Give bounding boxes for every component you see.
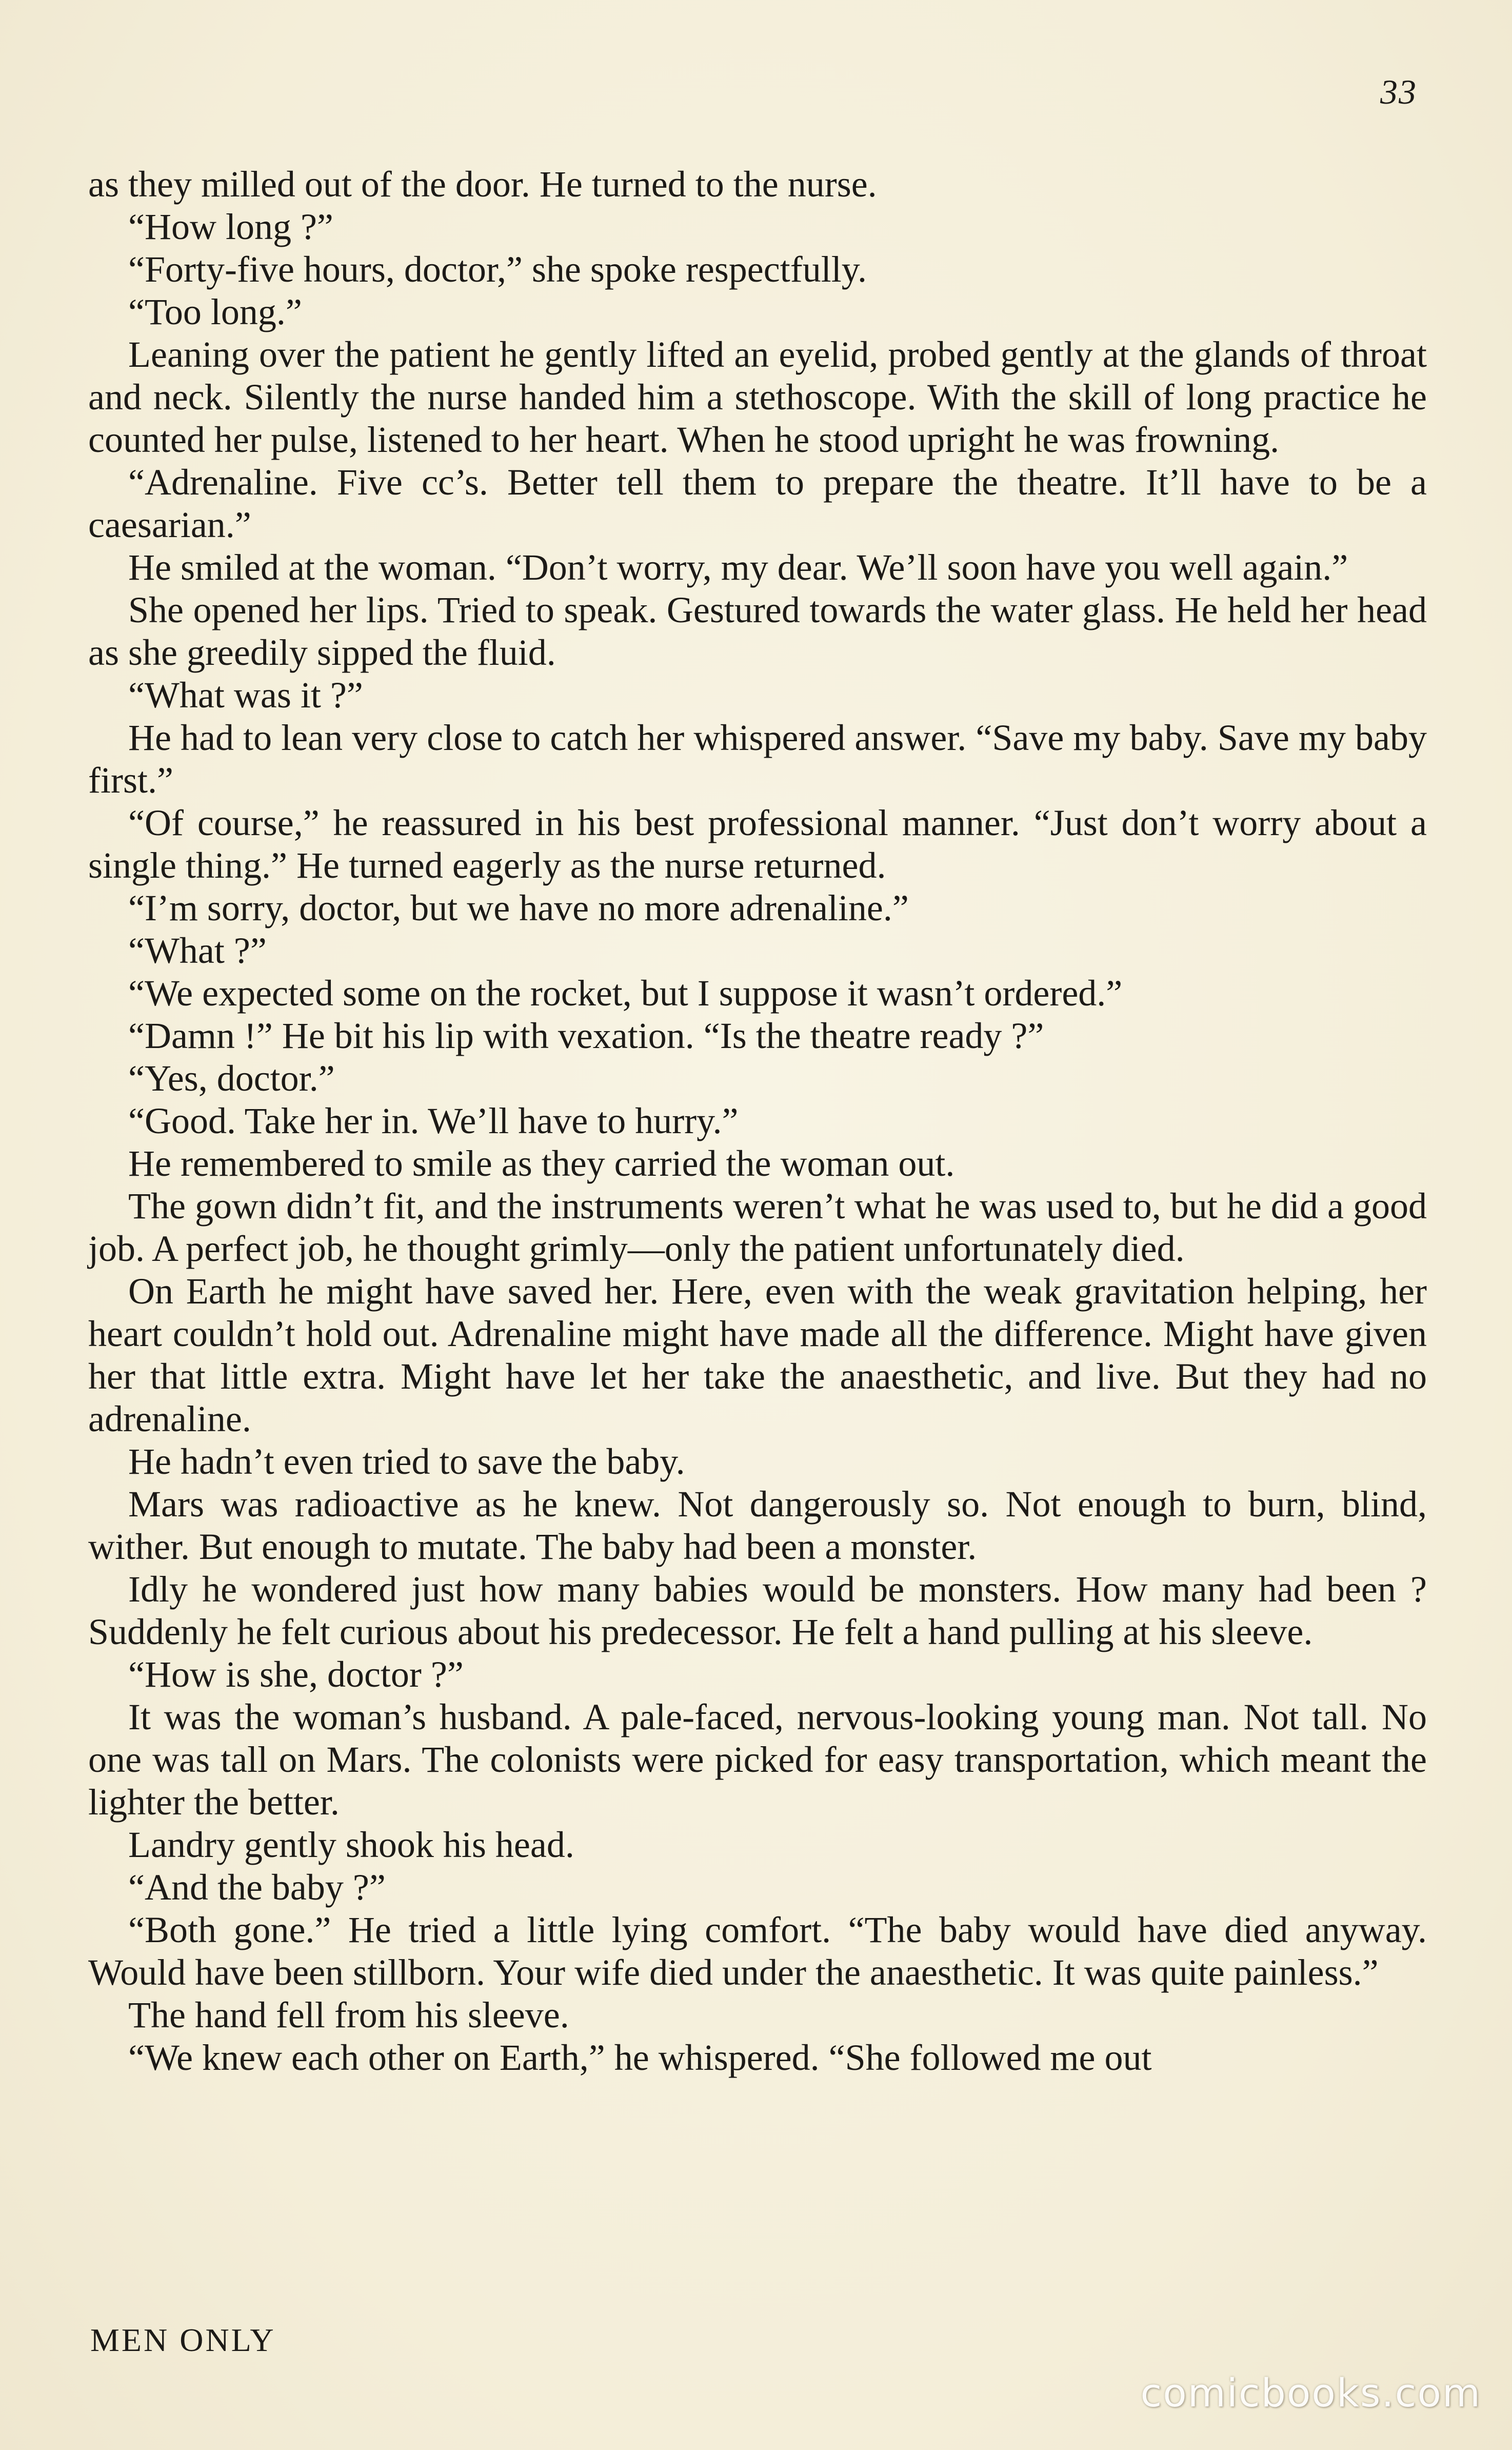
- paragraph: “Damn !” He bit his lip with vexation. “Is the theatre ready ?”: [128, 1015, 1044, 1056]
- paragraph: On Earth he might have saved her. Here, even with the weak gravitation helping, her heart couldn’t hold out. Adrenaline might have made all the difference. Might have given her that little extra. Might have let her take the anaesthetic, and live. But they had no adrenaline.: [88, 1271, 1427, 1439]
- paragraph: “Both gone.” He tried a little lying comfort. “The baby would have died anyway. Would have been stillborn. Your wife died under the anaesthetic. It was quite painless.”: [88, 1909, 1427, 1993]
- paragraph: She opened her lips. Tried to speak. Gestured towards the water glass. He held her head as she greedily sipped the fluid.: [88, 589, 1427, 673]
- magazine-footer: MEN ONLY: [90, 2322, 276, 2358]
- paragraph: “We expected some on the rocket, but I suppose it wasn’t ordered.”: [128, 973, 1123, 1014]
- paragraph: The hand fell from his sleeve.: [128, 1994, 569, 2036]
- paragraph: Landry gently shook his head.: [128, 1824, 574, 1865]
- paragraph: Leaning over the patient he gently lifted an eyelid, probed gently at the glands of throat and neck. Silently the nurse handed him a stethoscope. With the skill of long practice he counted her pulse, listened to her heart. When he stood upright he was frowning.: [88, 334, 1427, 460]
- paragraph: He smiled at the woman. “Don’t worry, my dear. We’ll soon have you well again.”: [128, 547, 1348, 588]
- paragraph: “Adrenaline. Five cc’s. Better tell them to prepare the theatre. It’ll have to be a caesarian.”: [88, 462, 1427, 545]
- paragraph: Idly he wondered just how many babies would be monsters. How many had been ? Suddenly he felt curious about his predecessor. He felt a hand pulling at his sleeve.: [88, 1569, 1427, 1652]
- paragraph: “How is she, doctor ?”: [128, 1654, 464, 1695]
- page-number: 33: [1380, 72, 1417, 111]
- paragraph: “How long ?”: [128, 206, 333, 247]
- paragraph: “Forty-five hours, doctor,” she spoke respectfully.: [128, 249, 867, 290]
- paragraph: “Too long.”: [128, 291, 302, 332]
- paragraph: “And the baby ?”: [128, 1867, 386, 1908]
- paragraph: “What was it ?”: [128, 675, 363, 716]
- paragraph: “What ?”: [128, 930, 267, 971]
- paragraph: as they milled out of the door. He turned to the nurse.: [88, 164, 877, 205]
- paragraph: The gown didn’t fit, and the instruments weren’t what he was used to, but he did a good job. A perfect job, he thought grimly—only the patient unfortunately died.: [88, 1186, 1427, 1269]
- paragraph: “Yes, doctor.”: [128, 1058, 335, 1099]
- paragraph: “We knew each other on Earth,” he whispered. “She followed me out: [128, 2037, 1152, 2078]
- paragraph: “Good. Take her in. We’ll have to hurry.”: [128, 1100, 739, 1141]
- site-watermark: comicbooks.com: [1140, 2370, 1481, 2416]
- paragraph: “I’m sorry, doctor, but we have no more adrenaline.”: [128, 887, 909, 928]
- paragraph: Mars was radioactive as he knew. Not dangerously so. Not enough to burn, blind, wither. But enough to mutate. The baby had been a monster.: [88, 1484, 1427, 1567]
- paragraph: He hadn’t even tried to save the baby.: [128, 1441, 685, 1482]
- paragraph: He had to lean very close to catch her whispered answer. “Save my baby. Save my baby first.”: [88, 717, 1427, 801]
- paragraph: “Of course,” he reassured in his best professional manner. “Just don’t worry about a single thing.” He turned eagerly as the nurse returned.: [88, 802, 1427, 886]
- paragraph: He remembered to smile as they carried the woman out.: [128, 1143, 955, 1184]
- story-text: [88, 163, 1427, 2079]
- paragraph: It was the woman’s husband. A pale-faced, nervous-looking young man. Not tall. No one was tall on Mars. The colonists were picked for easy transportation, which meant the lighter the better.: [88, 1696, 1427, 1823]
